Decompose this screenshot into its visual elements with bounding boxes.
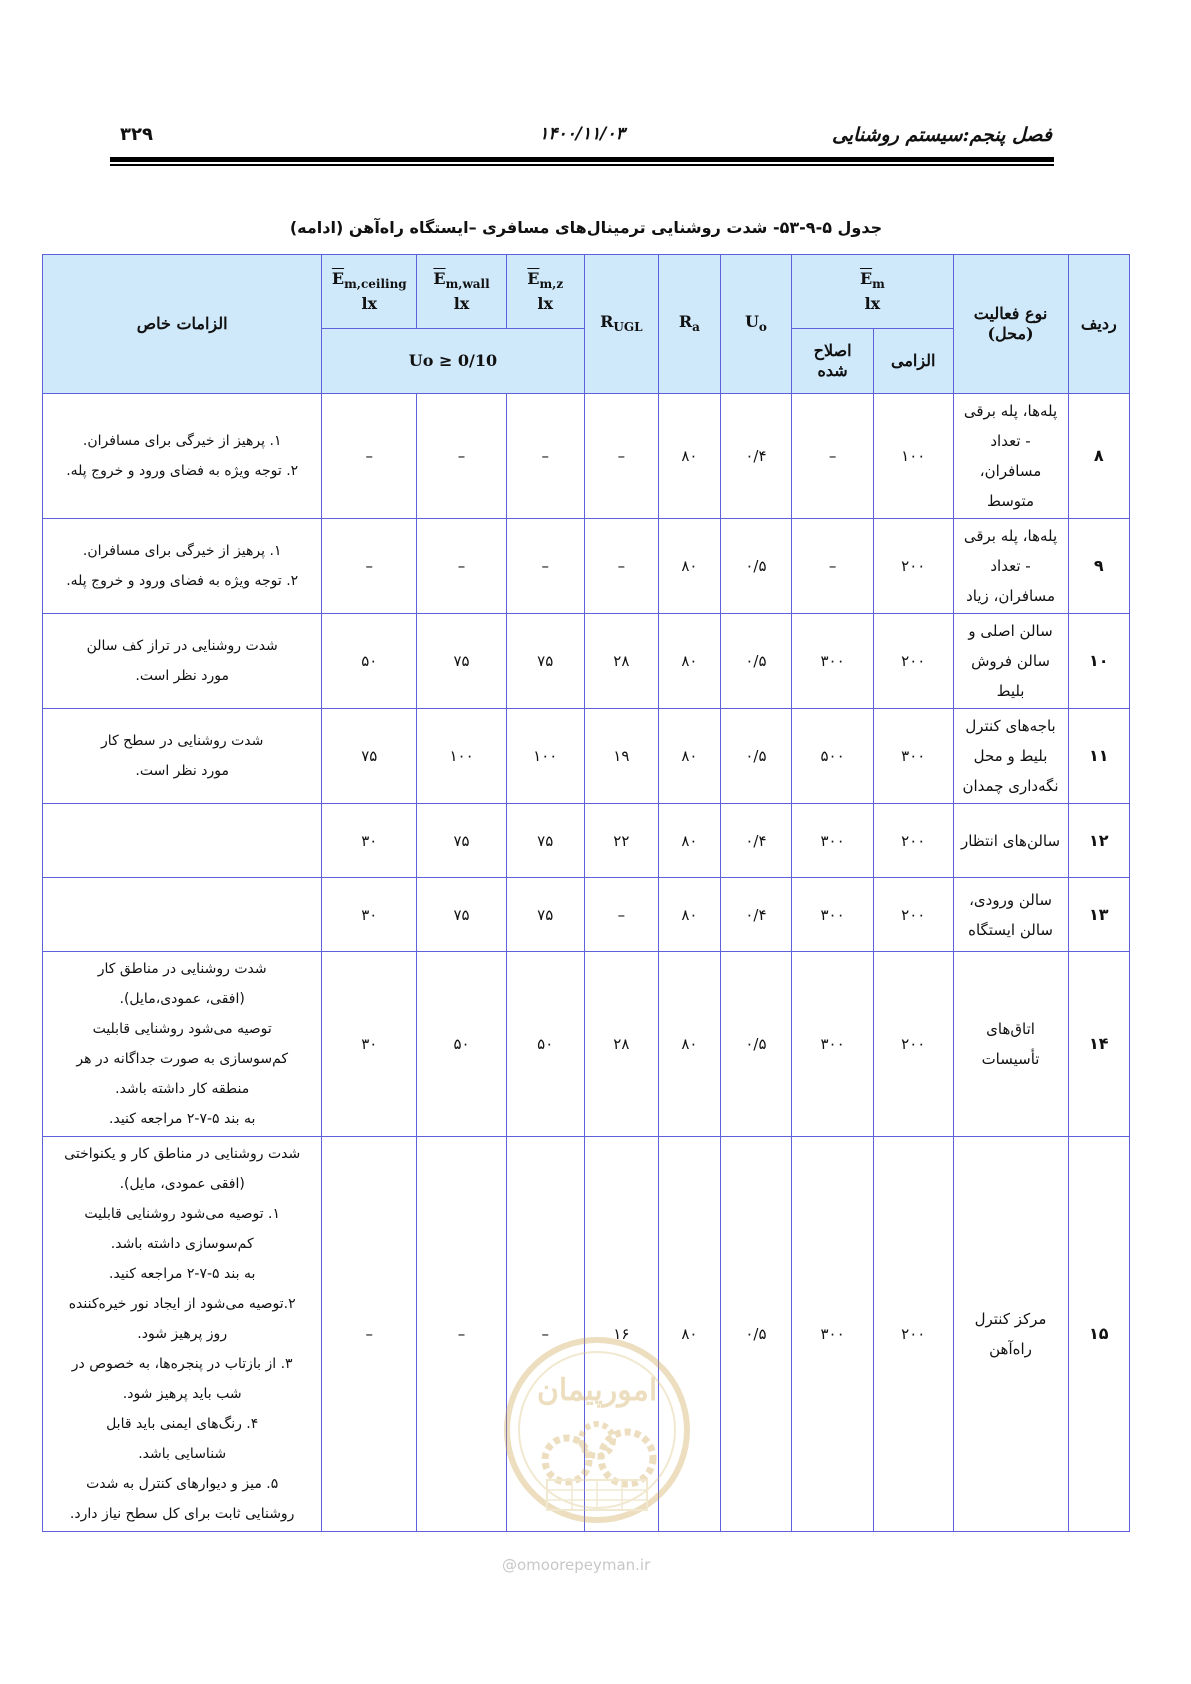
cell-special xyxy=(43,1137,322,1532)
header-uo-condition: Uo ≥ 0/10 xyxy=(322,329,584,394)
header-em: $E_m$ lx xyxy=(792,255,953,329)
cell-special xyxy=(43,614,322,709)
cell-special-line: (افقی، عمودی،مایل). xyxy=(119,991,245,1007)
cell-activity-line: باجه‌های کنترل xyxy=(965,717,1056,735)
cell-activity xyxy=(953,614,1068,709)
cell-uo: ۰/۴ xyxy=(720,804,792,878)
cell-special-line: (افقی عمودی، مایل). xyxy=(119,1176,245,1192)
cell-uo: ۰/۴ xyxy=(720,878,792,952)
cell-activity-line: تأسیسات xyxy=(981,1050,1040,1068)
cell-special xyxy=(43,878,322,952)
cell-emz: ۱۰۰ xyxy=(506,709,584,804)
cell-emz: ۷۵ xyxy=(506,804,584,878)
table-row xyxy=(43,804,1130,878)
cell-activity-line: مرکز کنترل xyxy=(974,1310,1047,1328)
header-mandatory: الزامی xyxy=(873,329,953,394)
cell-em-modified: ۳۰۰ xyxy=(792,614,874,709)
cell-ra: ۸۰ xyxy=(659,519,721,614)
header-rule-thin xyxy=(110,164,1054,166)
cell-special-line: روز پرهیز شود. xyxy=(137,1326,228,1342)
cell-special-line: ۲. توجه ویژه به فضای ورود و خروج پله. xyxy=(66,463,299,479)
cell-special-line: ۱. پرهیز از خیرگی برای مسافران. xyxy=(82,543,282,559)
cell-ra: ۸۰ xyxy=(659,952,721,1137)
cell-emwall: ۵۰ xyxy=(417,952,507,1137)
cell-ra: ۸۰ xyxy=(659,614,721,709)
cell-em-mandatory: ۲۰۰ xyxy=(873,878,953,952)
cell-row-no: ۸ xyxy=(1068,394,1130,519)
cell-row-no: ۱۵ xyxy=(1068,1137,1130,1532)
cell-emwall: ۷۵ xyxy=(417,804,507,878)
cell-special-line: کم‌سوسازی به صورت جداگانه در هر xyxy=(76,1051,289,1067)
cell-special-line: کم‌سوسازی داشته باشد. xyxy=(110,1236,254,1252)
chapter-title: فصل پنجم:سیستم روشنایی xyxy=(831,124,1052,146)
cell-ra: ۸۰ xyxy=(659,394,721,519)
table-caption: جدول ۵-۹-۵۳- شدت روشنایی ترمینال‌های مسافری –ایستگاه راه‌آهن (ادامه) xyxy=(289,218,883,237)
cell-special xyxy=(43,519,322,614)
cell-row-no: ۹ xyxy=(1068,519,1130,614)
cell-rugl: – xyxy=(584,878,659,952)
cell-activity-line: بلیط xyxy=(996,682,1025,700)
table-row xyxy=(43,394,1130,519)
cell-emceiling: – xyxy=(322,519,417,614)
cell-emwall: – xyxy=(417,1137,507,1532)
table-row xyxy=(43,709,1130,804)
illuminance-table xyxy=(42,254,1130,1532)
cell-activity-line: پله‌ها، پله برقی xyxy=(963,527,1058,545)
cell-activity-line: - تعداد xyxy=(990,557,1031,575)
cell-rugl: – xyxy=(584,519,659,614)
cell-activity xyxy=(953,952,1068,1137)
cell-special-line: شدت روشنایی در تراز کف سالن xyxy=(86,638,278,654)
header-emwall: $E_{m,wall}$ lx xyxy=(417,255,507,329)
cell-special-line: شدت روشنایی در مناطق کار و یکنواختی xyxy=(64,1146,301,1162)
header-emz: $E_{m,z}$ lx xyxy=(506,255,584,329)
cell-special-line: به بند ۵-۷-۲ مراجعه کنید. xyxy=(109,1111,256,1127)
cell-emceiling: ۳۰ xyxy=(322,952,417,1137)
cell-rugl: ۲۸ xyxy=(584,614,659,709)
cell-uo: ۰/۵ xyxy=(720,1137,792,1532)
cell-special-line: منطقه کار داشته باشد. xyxy=(115,1081,250,1097)
header-rugl: $R_{UGL}$ xyxy=(584,255,659,394)
page-header xyxy=(112,124,1052,154)
cell-em-modified: – xyxy=(792,519,874,614)
cell-emz: ۵۰ xyxy=(506,952,584,1137)
cell-activity-line: اتاق‌های xyxy=(986,1020,1035,1038)
cell-ra: ۸۰ xyxy=(659,709,721,804)
cell-activity-line: متوسط xyxy=(986,492,1035,510)
table-row xyxy=(43,519,1130,614)
cell-activity-line: راه‌آهن xyxy=(989,1340,1032,1358)
cell-row-no: ۱۳ xyxy=(1068,878,1130,952)
cell-activity-line: سالن اصلی و xyxy=(968,622,1053,640)
cell-special-line: ۴. رنگ‌های ایمنی باید قابل xyxy=(106,1416,259,1432)
cell-em-mandatory: ۲۰۰ xyxy=(873,1137,953,1532)
cell-emz: – xyxy=(506,519,584,614)
cell-special-line: ۲. توجه ویژه به فضای ورود و خروج پله. xyxy=(66,573,299,589)
cell-special xyxy=(43,709,322,804)
cell-activity xyxy=(953,878,1068,952)
cell-special-line: ۳. از بازتاب در پنجره‌ها، به خصوص در xyxy=(71,1356,293,1372)
cell-emwall: ۷۵ xyxy=(417,614,507,709)
cell-ra: ۸۰ xyxy=(659,1137,721,1532)
cell-ra: ۸۰ xyxy=(659,804,721,878)
cell-em-mandatory: ۲۰۰ xyxy=(873,952,953,1137)
cell-special xyxy=(43,952,322,1137)
cell-em-mandatory: ۲۰۰ xyxy=(873,519,953,614)
cell-rugl: ۱۹ xyxy=(584,709,659,804)
header-modified: اصلاح شده xyxy=(792,329,874,394)
cell-rugl: ۲۸ xyxy=(584,952,659,1137)
cell-activity xyxy=(953,394,1068,519)
cell-em-modified: ۳۰۰ xyxy=(792,952,874,1137)
cell-emz: ۷۵ xyxy=(506,878,584,952)
cell-activity-line: مسافران، xyxy=(979,462,1042,480)
watermark-site: @omoorepeyman.ir xyxy=(502,1556,651,1574)
header-special: الزامات خاص xyxy=(43,255,322,394)
cell-special-line: توصیه می‌شود روشنایی قابلیت xyxy=(92,1021,272,1037)
cell-activity xyxy=(953,1137,1068,1532)
cell-special-line: شب باید پرهیز شود. xyxy=(122,1386,242,1402)
cell-uo: ۰/۵ xyxy=(720,952,792,1137)
header-emceiling: $E_{m,ceiling}$ lx xyxy=(322,255,417,329)
cell-em-modified: ۵۰۰ xyxy=(792,709,874,804)
cell-activity-line: سالن‌های انتظار xyxy=(960,831,1061,850)
cell-row-no: ۱۴ xyxy=(1068,952,1130,1137)
cell-special-line: روشنایی ثابت برای کل سطح نیاز دارد. xyxy=(69,1506,295,1522)
cell-em-modified: ۳۰۰ xyxy=(792,804,874,878)
cell-emceiling: ۳۰ xyxy=(322,878,417,952)
cell-rugl: ۲۲ xyxy=(584,804,659,878)
cell-emceiling: – xyxy=(322,1137,417,1532)
cell-emz: – xyxy=(506,1137,584,1532)
header-date: ۱۴۰۰/۱۱/۰۳ xyxy=(539,124,625,144)
cell-emz: – xyxy=(506,394,584,519)
cell-emceiling: ۷۵ xyxy=(322,709,417,804)
cell-row-no: ۱۱ xyxy=(1068,709,1130,804)
cell-emwall: ۱۰۰ xyxy=(417,709,507,804)
header-activity: نوع فعالیت (محل) xyxy=(953,255,1068,394)
cell-uo: ۰/۴ xyxy=(720,394,792,519)
cell-ra: ۸۰ xyxy=(659,878,721,952)
table-row xyxy=(43,614,1130,709)
cell-special-line: ۱. توصیه می‌شود روشنایی قابلیت xyxy=(84,1206,281,1222)
header-ra: $R_a$ xyxy=(659,255,721,394)
cell-emz: ۷۵ xyxy=(506,614,584,709)
cell-special-line: شدت روشنایی در مناطق کار xyxy=(97,961,267,977)
cell-activity-line: پله‌ها، پله برقی xyxy=(963,402,1058,420)
cell-row-no: ۱۰ xyxy=(1068,614,1130,709)
cell-emceiling: – xyxy=(322,394,417,519)
cell-em-modified: ۳۰۰ xyxy=(792,878,874,952)
cell-activity-line: - تعداد xyxy=(990,432,1031,450)
cell-emwall: – xyxy=(417,519,507,614)
cell-special-line: به بند ۵-۷-۲ مراجعه کنید. xyxy=(109,1266,256,1282)
cell-activity-line: سالن ورودی، xyxy=(969,890,1052,909)
cell-emceiling: ۳۰ xyxy=(322,804,417,878)
cell-uo: ۰/۵ xyxy=(720,614,792,709)
header-rule-thick xyxy=(110,157,1054,162)
cell-activity-line: سالن فروش xyxy=(971,652,1050,670)
table-row xyxy=(43,952,1130,1137)
cell-activity xyxy=(953,709,1068,804)
cell-special-line: شدت روشنایی در سطح کار xyxy=(101,733,264,749)
cell-em-mandatory: ۲۰۰ xyxy=(873,804,953,878)
cell-activity xyxy=(953,804,1068,878)
cell-activity-line: سالن ایستگاه xyxy=(968,920,1053,939)
cell-uo: ۰/۵ xyxy=(720,709,792,804)
cell-special-line: ۲.توصیه می‌شود از ایجاد نور خیره‌کننده xyxy=(68,1296,296,1312)
cell-special-line: مورد نظر است. xyxy=(135,668,229,684)
cell-special xyxy=(43,394,322,519)
cell-em-mandatory: ۱۰۰ xyxy=(873,394,953,519)
watermark-logo-text: امورپیمان xyxy=(536,1373,658,1408)
cell-emwall: – xyxy=(417,394,507,519)
cell-row-no: ۱۲ xyxy=(1068,804,1130,878)
cell-emwall: ۷۵ xyxy=(417,878,507,952)
cell-activity xyxy=(953,519,1068,614)
cell-special xyxy=(43,804,322,878)
cell-rugl: ۱۶ xyxy=(584,1137,659,1532)
cell-em-modified: – xyxy=(792,394,874,519)
table-row xyxy=(43,878,1130,952)
cell-uo: ۰/۵ xyxy=(720,519,792,614)
cell-activity-line: بلیط و محل xyxy=(973,747,1048,765)
table-row xyxy=(43,1137,1130,1532)
cell-em-mandatory: ۳۰۰ xyxy=(873,709,953,804)
cell-em-mandatory: ۲۰۰ xyxy=(873,614,953,709)
header-row-no: ردیف xyxy=(1068,255,1130,394)
cell-special-line: شناسایی باشد. xyxy=(138,1446,227,1462)
cell-special-line: ۱. پرهیز از خیرگی برای مسافران. xyxy=(82,433,282,449)
cell-em-modified: ۳۰۰ xyxy=(792,1137,874,1532)
cell-activity-line: مسافران، زیاد xyxy=(966,587,1055,605)
cell-rugl: – xyxy=(584,394,659,519)
cell-emceiling: ۵۰ xyxy=(322,614,417,709)
cell-special-line: ۵. میز و دیوارهای کنترل به شدت xyxy=(86,1476,279,1492)
cell-activity-line: نگه‌داری چمدان xyxy=(962,777,1059,795)
cell-special-line: مورد نظر است. xyxy=(135,763,229,779)
header-uo: $U_o$ xyxy=(720,255,792,394)
page-number: ۳۲۹ xyxy=(120,124,153,145)
